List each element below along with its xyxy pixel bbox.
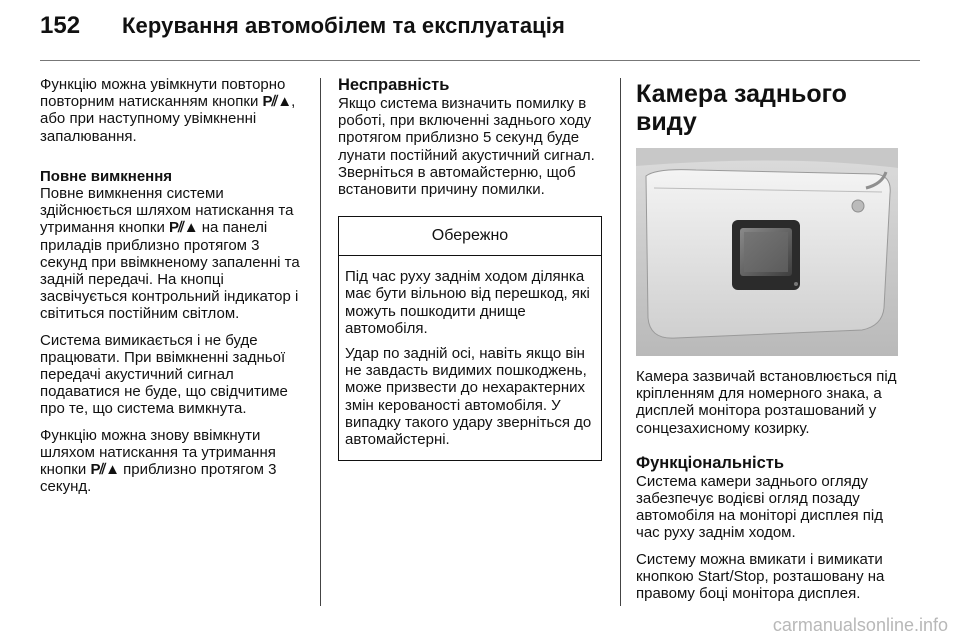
- paragraph: Система вимикається і не буде працювати. При ввімкненні задньої передачі акустичний сигнал подаватися не буде, що свідчитиме про те, що система вимкнута.: [40, 331, 288, 418]
- caution-box: [338, 216, 602, 461]
- paragraph: Система камери заднього огляду забезпечує водієві огляд позаду автомобіля на моніторі дисплея під час руху заднім ходом.: [636, 472, 883, 542]
- column-left: [40, 76, 306, 504]
- caution-paragraph: Під час руху заднім ходом ділянка має бути вільною від перешкод, які можуть пошкодити днище автомобіля.: [345, 268, 590, 337]
- column-divider: [620, 78, 621, 606]
- header-divider: [40, 60, 920, 61]
- column-middle: [338, 76, 602, 461]
- paragraph: Якщо система визначить помилку в роботі, при включенні заднього ходу протягом приблизно 5 секунд буде лунати постійний акустичний сигнал. Зверніться в автомайстерню, щоб встановити причину помилки.: [338, 95, 595, 199]
- paragraph: Систему можна вмикати і вимикати кнопкою Start/Stop, розташовану на правому боці монітора дисплея.: [636, 550, 885, 603]
- caution-title: Обережно: [339, 217, 601, 256]
- park-assist-button-icon: P⫽▲: [262, 93, 292, 111]
- park-assist-button-icon: P⫽▲: [169, 219, 198, 237]
- page-number: 152: [40, 12, 81, 39]
- caution-paragraph: Удар по задній осі, навіть якщо він не завдасть видимих пошкоджень, може призвести до нехарактерних змін керованості автомобіля. У випадку такого удару зверніться до автомайстерні.: [345, 345, 592, 449]
- page-header: [40, 12, 565, 52]
- column-right: [636, 78, 906, 611]
- page-title: Керування автомобілем та експлуатація: [122, 13, 565, 38]
- subheading-functionality: Функціональність: [636, 453, 785, 472]
- subheading-malfunction: Несправність: [338, 76, 450, 94]
- paragraph: Повне вимкнення системи здійснюється шляхом натискання та утримання кнопки P⫽▲ на панелі приладів приблизно протягом 3 секунд при ввімкненому запаленні та задній передачі. На кнопці засвічується контрольний індикатор і світиться постійним світлом.: [40, 185, 300, 323]
- park-assist-button-icon: P⫽▲: [90, 461, 119, 479]
- subheading-full-off: Повне вимкнення: [40, 167, 173, 185]
- sun-visor-monitor-photo: [636, 148, 898, 356]
- section-heading: Камера заднього виду: [636, 80, 847, 136]
- paragraph: Функцію можна увімкнути повторно повторним натисканням кнопки P⫽▲, або при наступному увімкненні запалювання.: [40, 76, 296, 145]
- paragraph: Камера зазвичай встановлюється під кріпленням для номерного знака, а дисплей монітора розташований у сонцезахисному козирку.: [636, 368, 897, 437]
- column-divider: [320, 78, 321, 606]
- watermark: carmanualsonline.info: [772, 615, 948, 635]
- paragraph: Функцію можна знову ввімкнути шляхом натискання та утримання кнопки P⫽▲ приблизно протягом 3 секунд.: [40, 426, 277, 496]
